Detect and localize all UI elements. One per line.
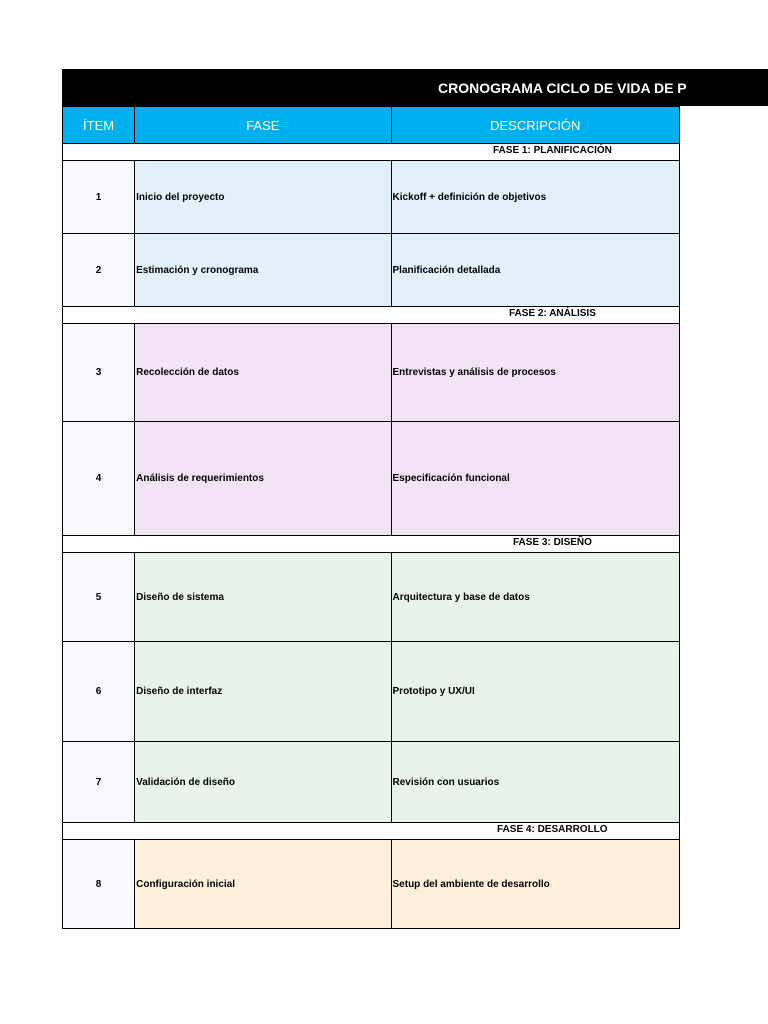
descripcion-cell[interactable]: Entrevistas y análisis de procesos	[391, 324, 679, 422]
descripcion-cell[interactable]: Especificación funcional	[391, 422, 679, 536]
table-row	[63, 324, 680, 422]
phase-row	[63, 536, 680, 553]
fase-cell[interactable]: Estimación y cronograma	[135, 234, 391, 307]
descripcion-cell[interactable]: Setup del ambiente de desarrollo	[391, 840, 679, 929]
item-cell[interactable]: 5	[63, 553, 135, 642]
item-cell[interactable]: 1	[63, 161, 135, 234]
header-descripcion[interactable]: DESCRIPCIÓN	[391, 107, 679, 144]
phase-label: FASE 3: DISEÑO	[513, 537, 592, 548]
table-row	[63, 840, 680, 929]
phase-label: FASE 1: PLANIFICACIÓN	[493, 145, 612, 156]
fase-cell[interactable]: Validación de diseño	[135, 742, 391, 823]
descripcion-cell[interactable]: Prototipo y UX/UI	[391, 642, 679, 742]
item-cell[interactable]: 4	[63, 422, 135, 536]
table-row	[63, 642, 680, 742]
fase-cell[interactable]: Análisis de requerimientos	[135, 422, 391, 536]
phase-cell[interactable]	[63, 536, 680, 553]
descripcion-cell[interactable]: Planificación detallada	[391, 234, 679, 307]
table-row	[63, 553, 680, 642]
item-cell[interactable]: 6	[63, 642, 135, 742]
header-fase[interactable]: FASE	[135, 107, 391, 144]
phase-row	[63, 823, 680, 840]
phase-row	[63, 144, 680, 161]
phase-row	[63, 307, 680, 324]
table-row	[63, 234, 680, 307]
phase-cell[interactable]	[63, 307, 680, 324]
fase-cell[interactable]: Configuración inicial	[135, 840, 391, 929]
schedule-table	[62, 106, 680, 929]
fase-cell[interactable]: Recolección de datos	[135, 324, 391, 422]
sheet-title: CRONOGRAMA CICLO DE VIDA DE P	[438, 79, 687, 96]
header-row	[63, 107, 680, 144]
title-bar	[62, 69, 768, 106]
item-cell[interactable]: 3	[63, 324, 135, 422]
phase-label: FASE 2: ANÁLISIS	[509, 308, 596, 319]
descripcion-cell[interactable]: Arquitectura y base de datos	[391, 553, 679, 642]
descripcion-cell[interactable]: Kickoff + definición de objetivos	[391, 161, 679, 234]
table-row	[63, 422, 680, 536]
item-cell[interactable]: 8	[63, 840, 135, 929]
fase-cell[interactable]: Diseño de interfaz	[135, 642, 391, 742]
header-item[interactable]: ÍTEM	[63, 107, 135, 144]
phase-cell[interactable]	[63, 144, 680, 161]
schedule-sheet	[62, 69, 768, 929]
fase-cell[interactable]: Diseño de sistema	[135, 553, 391, 642]
item-cell[interactable]: 7	[63, 742, 135, 823]
item-cell[interactable]: 2	[63, 234, 135, 307]
fase-cell[interactable]: Inicio del proyecto	[135, 161, 391, 234]
table-row	[63, 742, 680, 823]
descripcion-cell[interactable]: Revisión con usuarios	[391, 742, 679, 823]
table-row	[63, 161, 680, 234]
phase-label: FASE 4: DESARROLLO	[497, 824, 608, 835]
phase-cell[interactable]	[63, 823, 680, 840]
